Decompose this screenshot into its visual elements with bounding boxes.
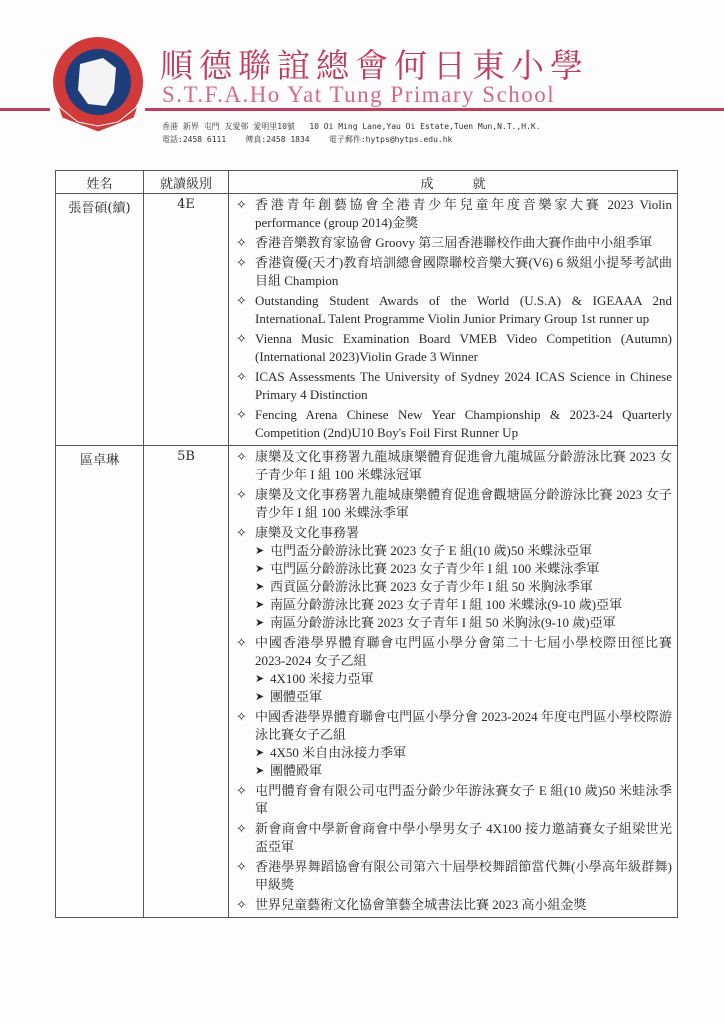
diamond-bullet-icon: ✧ [236, 369, 247, 384]
student-name: 區卓琳 [56, 446, 144, 918]
achievement-sub-text: 南區分齡游泳比賽 2023 女子青年 I 組 50 米胸泳(9-10 歲)亞軍 [270, 615, 616, 630]
achievement-item [236, 524, 672, 542]
achievement-sub-item [236, 688, 672, 706]
student-grade: 4E [144, 194, 229, 446]
achievement-item [236, 448, 672, 484]
achievement-item [236, 234, 672, 252]
achievement-sub-item [236, 670, 672, 688]
achievement-item [236, 486, 672, 522]
achievement-text: ICAS Assessments The University of Sydney 2024 ICAS Science in Chinese Primary 4 Distinction [255, 369, 672, 402]
achievement-sub-item [236, 542, 672, 560]
achievement-sub-item [236, 596, 672, 614]
diamond-bullet-icon: ✧ [236, 783, 247, 798]
achievement-item [236, 254, 672, 290]
achievement-sub-text: 屯門盃分齡游泳比賽 2023 女子 E 組(10 歲)50 米蝶泳亞軍 [270, 543, 593, 558]
achievement-item [236, 330, 672, 366]
school-name-zh: 順德聯誼總會何日東小學 [160, 46, 589, 85]
diamond-bullet-icon: ✧ [236, 255, 247, 270]
achievement-item [236, 820, 672, 856]
arrow-bullet-icon: ➤ [255, 691, 265, 703]
achievement-text: 屯門體育會有限公司屯門盃分齡少年游泳賽女子 E 組(10 歲)50 米蛙泳季軍 [255, 783, 672, 816]
achievement-sub-item [236, 614, 672, 632]
school-contact: 電話:2458 6111 傳真:2458 1834 電子郵件:hytps@hytps.edu.hk [162, 135, 453, 144]
table-header-row [56, 171, 678, 194]
achievements-cell [229, 446, 678, 918]
diamond-bullet-icon: ✧ [236, 709, 247, 724]
header-grade: 就讀級別 [144, 171, 229, 194]
student-name: 張晉碩(續) [56, 194, 144, 446]
arrow-bullet-icon: ➤ [255, 563, 265, 575]
student-grade: 5B [144, 446, 229, 918]
achievement-text: Vienna Music Examination Board VMEB Video Competition (Autumn)(International 2023)Violin Grade 3 Winner [255, 331, 672, 364]
diamond-bullet-icon: ✧ [236, 449, 247, 464]
achievement-sub-text: 團體殿軍 [270, 763, 323, 778]
school-name-en: S.T.F.A.Ho Yat Tung Primary School [162, 82, 556, 107]
achievement-sub-text: 南區分齡游泳比賽 2023 女子青年 I 組 100 米蝶泳(9-10 歲)亞軍 [270, 597, 623, 612]
achievement-sub-item [236, 762, 672, 780]
achievement-item [236, 368, 672, 404]
achievement-text: 香港青年創藝協會全港青少年兒童年度音樂家大賽 2023 Violin performance (group 2014)金獎 [255, 197, 672, 230]
achievement-sub-list [236, 744, 672, 780]
school-logo [48, 34, 148, 134]
achievement-text: 康樂及文化事務署 [255, 525, 360, 540]
achievement-item [236, 634, 672, 670]
table-row [56, 446, 678, 918]
achievement-text: 世界兒童藝術文化協會筆藝全城書法比賽 2023 高小組金獎 [255, 897, 587, 912]
diamond-bullet-icon: ✧ [236, 859, 247, 874]
diamond-bullet-icon: ✧ [236, 197, 247, 212]
achievement-sub-list [236, 542, 672, 632]
header-rule-right [145, 108, 724, 111]
achievement-sub-text: 屯門區分齡游泳比賽 2023 女子青少年 I 組 100 米蝶泳季軍 [270, 561, 600, 576]
achievement-sub-text: 4X100 米接力亞軍 [270, 671, 374, 686]
achievements-cell [229, 194, 678, 446]
diamond-bullet-icon: ✧ [236, 331, 247, 346]
diamond-bullet-icon: ✧ [236, 821, 247, 836]
achievement-sub-text: 4X50 米自由泳接力季軍 [270, 745, 407, 760]
achievement-sub-text: 團體亞軍 [270, 689, 323, 704]
arrow-bullet-icon: ➤ [255, 765, 265, 777]
achievement-item [236, 708, 672, 744]
achievement-text: 康樂及文化事務署九龍城康樂體育促進會觀塘區分齡游泳比賽 2023 女子青少年 I 組 100 米蝶泳季軍 [255, 487, 672, 520]
diamond-bullet-icon: ✧ [236, 235, 247, 250]
achievement-text: 中國香港學界體育聯會屯門區小學分會第二十七屆小學校際田徑比賽 2023-2024 女子乙組 [255, 635, 672, 668]
diamond-bullet-icon: ✧ [236, 487, 247, 502]
achievement-text: Fencing Arena Chinese New Year Championship & 2023-24 Quarterly Competition (2nd)U10 Boy's Foil First Runner Up [255, 407, 672, 440]
diamond-bullet-icon: ✧ [236, 525, 247, 540]
header-name: 姓名 [56, 171, 144, 194]
arrow-bullet-icon: ➤ [255, 545, 265, 557]
achievement-sub-text: 西貢區分齡游泳比賽 2023 女子青少年 I 組 50 米胸泳季軍 [270, 579, 593, 594]
achievement-sub-item [236, 560, 672, 578]
arrow-bullet-icon: ➤ [255, 747, 265, 759]
arrow-bullet-icon: ➤ [255, 599, 265, 611]
diamond-bullet-icon: ✧ [236, 407, 247, 422]
school-address: 香港 新界 屯門 友愛邨 愛明里10號 10 Oi Ming Lane,Yau Oi Estate,Tuen Mun,N.T.,H.K. [162, 122, 541, 131]
achievement-sub-item [236, 744, 672, 762]
achievement-item [236, 292, 672, 328]
achievement-sub-list [236, 670, 672, 706]
table-row [56, 194, 678, 446]
achievement-text: 香港學界舞蹈協會有限公司第六十屆學校舞蹈節當代舞(小學高年級群舞)甲級獎 [255, 859, 672, 892]
achievement-item [236, 896, 672, 914]
arrow-bullet-icon: ➤ [255, 617, 265, 629]
arrow-bullet-icon: ➤ [255, 673, 265, 685]
achievement-text: Outstanding Student Awards of the World (U.S.A) & IGEAAA 2nd InternationaL Talent Programme Violin Junior Primary Group 1st runner up [255, 293, 672, 326]
diamond-bullet-icon: ✧ [236, 293, 247, 308]
achievement-item [236, 782, 672, 818]
achievements-table [55, 170, 678, 918]
header-achievements: 成 就 [229, 171, 678, 194]
achievement-item [236, 858, 672, 894]
achievement-text: 新會商會中學新會商會中學小學男女子 4X100 接力邀請賽女子組梁世光盃亞軍 [255, 821, 672, 854]
achievement-item [236, 406, 672, 442]
achievement-text: 香港資優(天才)教育培訓總會國際聯校音樂大賽(V6) 6 級組小提琴考試曲目組 Champion [255, 255, 672, 288]
achievement-text: 康樂及文化事務署九龍城康樂體育促進會九龍城區分齡游泳比賽 2023 女子青少年 I 組 100 米蝶泳冠軍 [255, 449, 672, 482]
achievement-sub-item [236, 578, 672, 596]
achievement-text: 香港音樂教育家協會 Groovy 第三屆香港聯校作曲大賽作曲中小組季軍 [255, 235, 653, 250]
diamond-bullet-icon: ✧ [236, 635, 247, 650]
header-rule-left [0, 108, 50, 111]
arrow-bullet-icon: ➤ [255, 581, 265, 593]
diamond-bullet-icon: ✧ [236, 897, 247, 912]
achievement-item [236, 196, 672, 232]
achievement-text: 中國香港學界體育聯會屯門區小學分會 2023-2024 年度屯門區小學校際游泳比賽女子乙組 [255, 709, 672, 742]
